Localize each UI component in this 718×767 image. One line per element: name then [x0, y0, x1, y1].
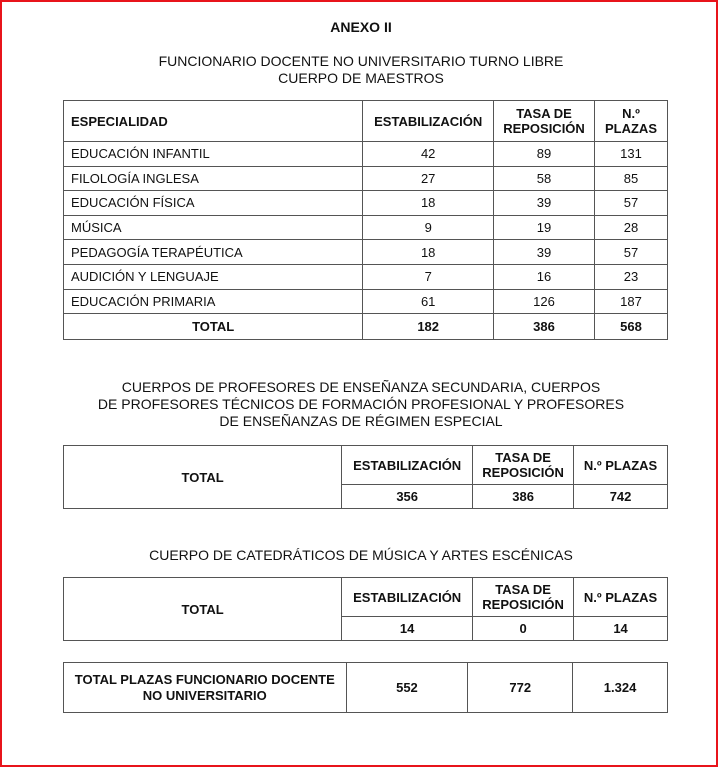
cell-plazas: 57 — [594, 191, 667, 216]
cell-tasa: 126 — [494, 289, 595, 314]
col-header-tasa: TASA DE REPOSICIÓN — [494, 101, 595, 142]
cell-especialidad: PEDAGOGÍA TERAPÉUTICA — [64, 240, 363, 265]
total-label: TOTAL — [64, 314, 363, 340]
col-header-estabilizacion: ESTABILIZACIÓN — [363, 101, 494, 142]
cell-tasa: 89 — [494, 142, 595, 167]
grand-total-table — [63, 662, 668, 713]
col-header-estabilizacion: ESTABILIZACIÓN — [342, 578, 473, 617]
section2-heading-line3: DE ENSEÑANZAS DE RÉGIMEN ESPECIAL — [219, 413, 503, 429]
cell-estabilizacion: 9 — [363, 215, 494, 240]
cell-especialidad: EDUCACIÓN FÍSICA — [64, 191, 363, 216]
col-header-estabilizacion: ESTABILIZACIÓN — [342, 446, 473, 485]
col-header-plazas: N.º PLAZAS — [574, 578, 668, 617]
cell-plazas: 28 — [594, 215, 667, 240]
table-row — [64, 264, 668, 289]
cell-tasa: 16 — [494, 264, 595, 289]
cell-estabilizacion: 61 — [363, 289, 494, 314]
col-header-tasa: TASA DE REPOSICIÓN — [473, 446, 574, 485]
grand-total-plazas: 1.324 — [573, 663, 668, 713]
table-row — [64, 166, 668, 191]
section1-heading — [2, 53, 718, 87]
cell-plazas: 131 — [594, 142, 667, 167]
col-header-plazas: N.º PLAZAS — [594, 101, 667, 142]
cell-tasa: 39 — [494, 240, 595, 265]
total-plazas: 568 — [594, 314, 667, 340]
cell-estabilizacion: 27 — [363, 166, 494, 191]
grand-total-label-line1: TOTAL PLAZAS FUNCIONARIO DOCENTE — [74, 671, 335, 687]
secundaria-table — [63, 445, 668, 509]
cell-plazas: 23 — [594, 264, 667, 289]
cell-plazas: 85 — [594, 166, 667, 191]
col-header-especialidad: ESPECIALIDAD — [64, 101, 363, 142]
grand-total-tasa: 772 — [468, 663, 573, 713]
table-row — [64, 215, 668, 240]
cell-especialidad: FILOLOGÍA INGLESA — [64, 166, 363, 191]
grand-total-estabilizacion: 552 — [346, 663, 468, 713]
cell-especialidad: EDUCACIÓN INFANTIL — [64, 142, 363, 167]
grand-total-label-line2: NO UNIVERSITARIO — [142, 687, 267, 703]
cell-estabilizacion: 18 — [363, 240, 494, 265]
value-estabilizacion: 14 — [342, 617, 473, 641]
table-row — [64, 289, 668, 314]
table-header-row — [64, 101, 668, 142]
total-estabilizacion: 182 — [363, 314, 494, 340]
cell-tasa: 19 — [494, 215, 595, 240]
section2-heading-line1: CUERPOS DE PROFESORES DE ENSEÑANZA SECUNDARIA, CUERPOS — [121, 379, 601, 395]
total-label: TOTAL — [64, 578, 342, 641]
section1-heading-line2: CUERPO DE MAESTROS — [278, 70, 444, 86]
table-row — [64, 142, 668, 167]
cell-tasa: 39 — [494, 191, 595, 216]
cell-plazas: 187 — [594, 289, 667, 314]
cell-estabilizacion: 7 — [363, 264, 494, 289]
cell-estabilizacion: 18 — [363, 191, 494, 216]
value-tasa: 0 — [473, 617, 574, 641]
table-row — [64, 240, 668, 265]
col-header-tasa: TASA DE REPOSICIÓN — [473, 578, 574, 617]
maestros-table — [63, 100, 668, 340]
value-tasa: 386 — [473, 485, 574, 509]
section3-heading: CUERPO DE CATEDRÁTICOS DE MÚSICA Y ARTES ESCÉNICAS — [149, 547, 573, 563]
grand-total-row — [64, 663, 668, 713]
document-title: ANEXO II — [330, 19, 392, 35]
cell-plazas: 57 — [594, 240, 667, 265]
table-total-row — [64, 314, 668, 340]
cell-estabilizacion: 42 — [363, 142, 494, 167]
table-row — [64, 191, 668, 216]
cell-tasa: 58 — [494, 166, 595, 191]
grand-total-label — [64, 663, 347, 713]
col-header-plazas: N.º PLAZAS — [574, 446, 668, 485]
value-plazas: 14 — [574, 617, 668, 641]
catedraticos-table — [63, 577, 668, 641]
section2-heading — [2, 379, 718, 430]
cell-especialidad: EDUCACIÓN PRIMARIA — [64, 289, 363, 314]
cell-especialidad: MÚSICA — [64, 215, 363, 240]
total-label: TOTAL — [64, 446, 342, 509]
value-plazas: 742 — [574, 485, 668, 509]
cell-especialidad: AUDICIÓN Y LENGUAJE — [64, 264, 363, 289]
section1-heading-line1: FUNCIONARIO DOCENTE NO UNIVERSITARIO TURNO LIBRE — [158, 53, 564, 69]
total-tasa: 386 — [494, 314, 595, 340]
section2-heading-line2: DE PROFESORES TÉCNICOS DE FORMACIÓN PROFESIONAL Y PROFESORES — [97, 396, 625, 412]
value-estabilizacion: 356 — [342, 485, 473, 509]
